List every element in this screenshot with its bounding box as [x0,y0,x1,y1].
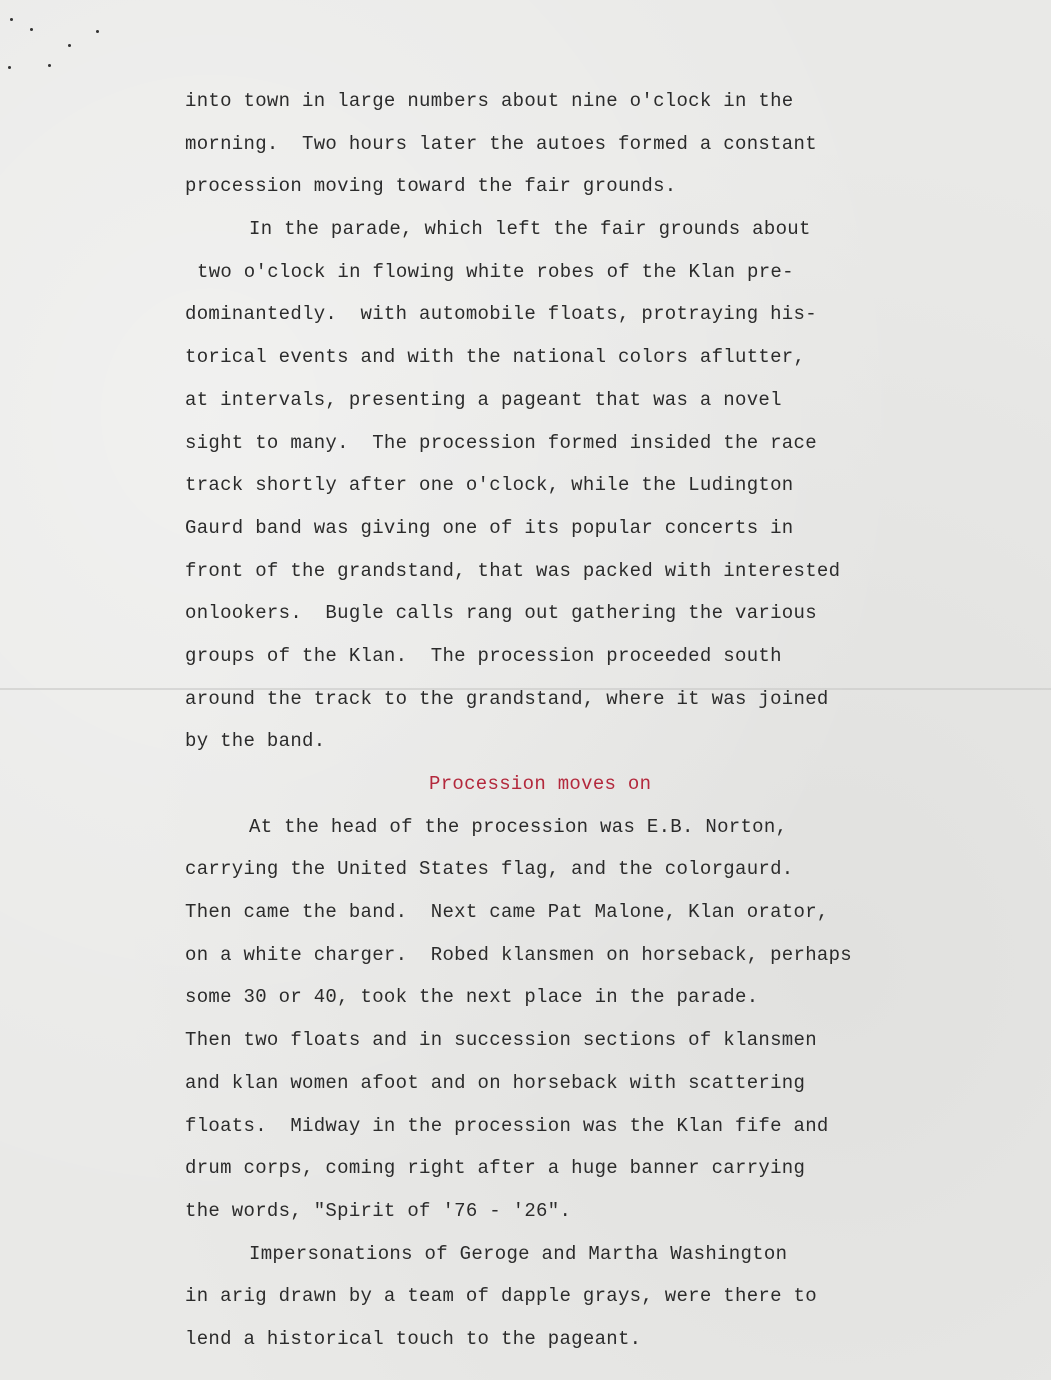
text-line: the words, "Spirit of '76 - '26". [185,1199,572,1222]
text-line: drum corps, coming right after a huge banner carrying [185,1157,806,1180]
text-line: by the band. [185,730,326,753]
text-line: sight to many. The procession formed insided the race [185,431,817,454]
text-line: around the track to the grandstand, where it was joined [185,687,829,710]
typed-text-block [185,84,985,1365]
text-line: front of the grandstand, that was packed with interested [185,559,841,582]
text-line: track shortly after one o'clock, while the Ludington [185,474,794,497]
section-heading: Procession moves on [429,773,652,795]
text-line: Gaurd band was giving one of its popular concerts in [185,516,794,539]
text-line: lend a historical touch to the pageant. [185,1327,642,1350]
text-line: torical events and with the national colors aflutter, [185,346,806,369]
text-line: some 30 or 40, took the next place in the parade. [185,986,759,1009]
speck [68,44,71,47]
text-line: Then two floats and in succession sections of klansmen [185,1029,817,1052]
text-line: and klan women afoot and on horseback with scattering [185,1071,806,1094]
text-line: In the parade, which left the fair grounds about [249,218,811,241]
text-line: carrying the United States flag, and the colorgaurd. [185,858,794,881]
text-line: floats. Midway in the procession was the Klan fife and [185,1114,829,1137]
text-line: procession moving toward the fair grounds. [185,175,677,198]
text-line: groups of the Klan. The procession proceeded south [185,644,782,667]
text-line: Then came the band. Next came Pat Malone, Klan orator, [185,901,829,924]
text-line: Impersonations of Geroge and Martha Washington [249,1242,788,1265]
text-line: At the head of the procession was E.B. Norton, [249,815,788,838]
text-line: morning. Two hours later the autoes formed a constant [185,132,817,155]
text-line: on a white charger. Robed klansmen on horseback, perhaps [185,943,853,966]
speck [8,66,11,69]
speck [96,30,99,33]
text-line: into town in large numbers about nine o'clock in the [185,90,794,112]
text-line: onlookers. Bugle calls rang out gathering the various [185,602,817,625]
text-line: dominantedly. with automobile floats, protraying his- [185,303,817,326]
speck [10,18,13,21]
text-line: in arig drawn by a team of dapple grays, were there to [185,1285,817,1308]
speck [48,64,51,67]
text-line: at intervals, presenting a pageant that was a novel [185,388,782,411]
text-line: two o'clock in flowing white robes of the Klan pre- [197,260,794,283]
speck [30,28,33,31]
